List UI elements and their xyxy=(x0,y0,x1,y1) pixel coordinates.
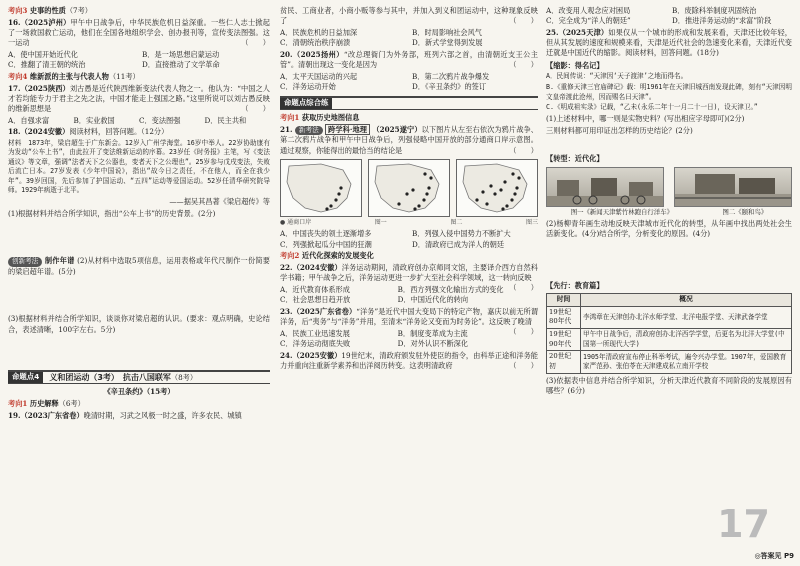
option[interactable]: D．直接推动了文学革命 xyxy=(142,60,220,70)
option[interactable]: B．废除科举制度巩固统治 xyxy=(672,6,757,15)
question-25-sub1b: 三则材料都可用印证出怎样的历史结论？(2分) xyxy=(546,125,693,135)
question-25-sub3: (3)依据表中信息并结合所学知识，分析天津近代教育不同阶段的发展原因有哪些？(6分) xyxy=(546,375,792,395)
option[interactable]: C．清朝统治秩序崩溃 xyxy=(280,38,351,48)
question-18-sub3: (3)根据材料并结合所学知识，谈谈你对梁启超的认识。(要求：观点明确，史论结合，表述清晰，100字左右。5分) xyxy=(8,314,270,334)
question-19: 19.（2023广东省卷）晚清时期，习武之风极一时之盛，许多农民、城镇 xyxy=(8,411,242,421)
answer-reference: ◎答案见 P9 xyxy=(754,552,794,561)
map-figure-1 xyxy=(280,159,362,217)
painting-figure-1 xyxy=(546,167,664,207)
option[interactable]: B．制度变革成为主流 xyxy=(397,328,468,338)
topic-3-header: 考向3 史事的性质（7考） xyxy=(8,6,92,15)
option[interactable]: A．太平天国运动的兴起 xyxy=(280,71,358,81)
table-row: 20世纪初 1905年清政府宣布停止科举考试，遍令兴办学堂。1907年，爱国教育家严范孙、张伯苓在天津建成私立南开学校 xyxy=(547,351,792,373)
question-18-sub1: (1)根据材料并结合所学知识，指出“公车上书”的历史背景。(2分) xyxy=(8,208,216,218)
section-modernization: 【转型：近代化】 xyxy=(546,153,604,163)
option[interactable]: C．完全成为“洋人的朝廷” xyxy=(546,16,631,26)
option[interactable]: D．《辛丑条约》的签订 xyxy=(412,82,487,92)
new-format-badge: 创新考法 xyxy=(8,257,42,266)
option[interactable]: B．时局影响社会风气 xyxy=(412,27,482,37)
question-18: 18.（2024安徽）阅读材料，回答问题。（12分） xyxy=(8,127,169,137)
question-20: 20.（2025扬州）“改总理衙门为外务部，班列六部之首，由清朝近支王公主管”。清朝出现这一变化是因为 （ ） xyxy=(280,49,538,70)
section-naming: 【缩影：得名记】 xyxy=(546,60,604,70)
map-legend: ● 通商口岸 图一 图二 图三 xyxy=(280,218,538,226)
answer-area[interactable] xyxy=(8,278,270,314)
option[interactable]: D．民主共和 xyxy=(204,115,247,125)
option[interactable]: A．自强求富 xyxy=(8,115,50,125)
option[interactable]: C．变法图强 xyxy=(139,115,181,125)
table-header: 时间 xyxy=(547,294,581,307)
question-25: 25.（2025天津）如果仅从一个城市的形成和发展来看，天津还比较年轻，但从其发展的速度和规模来看，天津是近代社会的急速变化来看，天津近代变迁就是中国近代的缩影。阅读材料，回答问题。(18分) xyxy=(546,27,792,58)
table-row: 19世纪80年代 李鸿章在天津创办北洋水师学堂、北洋电报学堂、天津武备学堂 xyxy=(547,306,792,328)
question-16-options xyxy=(8,50,270,70)
option[interactable]: A．近代教育体系形成 xyxy=(280,284,350,294)
topic-1-header: 考向1 历史解释（6考） xyxy=(8,399,85,409)
option[interactable]: D．推进洋务运动的“求富”阶段 xyxy=(672,16,772,26)
topic-4-header: 考向4 维新派的主张与代表人物（11考） xyxy=(8,71,140,81)
new-year-paintings xyxy=(546,167,792,207)
option[interactable]: C．推翻了清王朝的统治 xyxy=(8,60,86,70)
option[interactable]: C．洋务运动彻底失败 xyxy=(280,338,351,348)
treaty-port-maps xyxy=(280,159,538,217)
question-24-options xyxy=(546,6,792,26)
option[interactable]: B．西方列强文化输出方式的变化 xyxy=(397,284,504,294)
section-4-banner: 命题点4 义和团运动（3考） 抗击八国联军 （8考） xyxy=(8,370,270,384)
map-figure-2 xyxy=(368,159,450,217)
answer-area[interactable] xyxy=(8,336,270,366)
question-21: 21. 新考法 跨学科·地理 （2025遂宁）以下图片从左至右依次为鸦片战争、第二次鸦片战争和甲午中日战争后，列强侵略中国开放的部分通商口岸示意图。通过观察，你能得出的最恰当的结论是 （ ） xyxy=(280,124,538,155)
page-number-watermark: 17 xyxy=(717,502,770,547)
option[interactable]: A．民族工业迅速发展 xyxy=(280,328,350,338)
question-18-material: 材料 1873年，梁启超生于广东新会。12岁入广州学海堂。16岁中举人。22岁协助康有为发动“公车上书”，由此拉开了变法维新运动的序幕。23岁任《时务报》主笔，写《变法通议》等文章，强调“法者天下之公器也，变者天下之公理也”。25岁参与戊戌变法，失败后流亡日本。27岁发表《少年中国说》，指出“故今日之责任，不在他人，而全在我少年”。39岁回国，先后参加了护国运动、“五四”运动等爱国运动。52岁任清华研究院导师。1929年病逝于北平。 xyxy=(8,139,270,194)
question-22-options xyxy=(280,285,509,305)
new-format-badge: 新考法 xyxy=(295,126,323,135)
painting-captions: 图一《新闻天津紫竹林跑自行洋车》 图二《颐和鸟》 xyxy=(570,207,768,216)
question-21-options xyxy=(280,229,538,249)
option[interactable]: D．对外认识不断深化 xyxy=(397,338,469,348)
question-22: 22.（2024安徽）洋务运动期间，清政府创办京师同文馆，主要译介西方自然科学书籍；甲午战争之后，洋务运动更进一步扩大至社会科学领域，这一转向反映 （ ） xyxy=(280,262,538,293)
table-header: 概况 xyxy=(581,294,792,307)
question-25-sub2: (2)杨柳青年画生动地反映天津城市近代化的转型，从年画中找出两处社会生活新变化。(4分)结合所学，分析变化的原因。(4分) xyxy=(546,219,792,239)
answer-area[interactable] xyxy=(546,138,792,152)
option[interactable]: C．列强掀起瓜分中国的狂潮 xyxy=(280,239,372,249)
map-figure-3 xyxy=(456,159,538,217)
table-row: 19世纪90年代 甲午中日战争后，清政府创办北洋西学学堂，后更名为北洋大学堂(中国第一所现代大学) xyxy=(547,329,792,351)
question-25-sub1: (1)上述材料中，哪一则是实物史料？(写出相应字母即可)(2分) xyxy=(546,114,745,124)
education-table xyxy=(546,293,792,373)
question-18-sub2: 创新考法 制作年谱 (2)从材料中选取5项信息，运用表格或年代尺制作一份简要的梁启超年谱。(5分) xyxy=(8,256,270,276)
option[interactable]: C．洋务运动开始 xyxy=(280,82,336,92)
question-16: 16.（2025泸州）甲午中日战争后，中华民族危机日益深重。一些仁人志士掀起了一场救国救亡运动，他们在全国各地组织学会、创办报刊等，宣传变法图强。这一运动 （ ） xyxy=(8,17,270,48)
comprehensive-banner: 命题点综合练 xyxy=(280,96,538,110)
material-a: A．民间传说：“天津因‘天子渡津’之地而得名。 xyxy=(546,72,688,81)
question-19-options xyxy=(280,28,538,48)
treaty-title: 《辛丑条约》（15考） xyxy=(103,387,175,397)
topic-1-header: 考向1 获取历史地图信息 xyxy=(280,113,360,123)
option[interactable]: A．民族危机的日益加深 xyxy=(280,27,358,37)
answer-area[interactable] xyxy=(546,241,792,279)
option[interactable]: D．新式学堂得到发展 xyxy=(412,38,483,48)
option[interactable]: A．中国丧失的领土逐渐增多 xyxy=(280,229,372,239)
material-citation: ——据吴其昌著《梁启超传》等 xyxy=(169,196,270,206)
question-24: 24.（2025安徽）19世纪末，清政府颁发驻外使臣的指令，由科举正途和洋务能力并重向注重新学素养和出洋阅历转变。这表明清政府 （ ） xyxy=(280,350,538,370)
question-17-options xyxy=(8,116,270,126)
option[interactable]: A．改变用人观念应对困局 xyxy=(546,6,631,15)
material-b: B.《重修天津三官庙碑记》载：明1961年在天津旧城西南发现此碑，刻有“天津因明文皇帝渡此沧州，因而赐名曰天津”。 xyxy=(546,83,792,101)
right-column xyxy=(546,6,792,398)
section-education: 【先行：教育篇】 xyxy=(546,280,604,290)
painting-figure-2 xyxy=(674,167,792,207)
question-19-continued: 贫民、工商业者，小商小贩等参与其中，并加入到义和团运动中，这种现象反映了 （ ） xyxy=(280,6,538,26)
option[interactable]: D．清政府已成为洋人的朝廷 xyxy=(412,239,505,249)
left-column xyxy=(8,6,270,423)
material-c: C.《明成祖实录》记载，“乙未(永乐二年十一月二十一日)，设天津卫。” xyxy=(546,103,758,112)
option[interactable]: D．中国近代化的转向 xyxy=(397,295,469,305)
option[interactable]: B．实业救国 xyxy=(73,115,115,125)
option[interactable]: B．是一场思想启蒙运动 xyxy=(142,49,220,59)
question-20-options xyxy=(280,72,538,92)
question-23-options xyxy=(280,329,509,349)
question-17: 17.（2025陕西）刘古愚是近代陕西维新变法代表人物之一。他认为：“中国之人才若均能专力于君主之先之法，中国才能走上强国之路。”这里所说可以刘古愚反映的维新思想是 （ ） xyxy=(8,83,270,113)
topic-2-header: 考向2 近代化探索的发展变化 xyxy=(280,251,374,261)
option[interactable]: C．社会思想日趋开放 xyxy=(280,295,351,305)
question-23: 23.（2025广东省卷）“洋务”是近代中国大变局下的特定产物，嘉庆以前无所谓洋务，后“夷务”与“洋务”并用，至清末“洋务论又变而为时务论”。这反映了晚清 （ ） xyxy=(280,306,538,337)
answer-area[interactable] xyxy=(8,220,270,256)
option[interactable]: B．列强入侵中国势力不断扩大 xyxy=(412,229,511,239)
middle-column xyxy=(280,6,538,373)
option[interactable]: B．第二次鸦片战争爆发 xyxy=(412,71,490,81)
cross-subject-badge: 跨学科·地理 xyxy=(325,124,370,135)
option[interactable]: A．使中国开始近代化 xyxy=(8,49,78,59)
